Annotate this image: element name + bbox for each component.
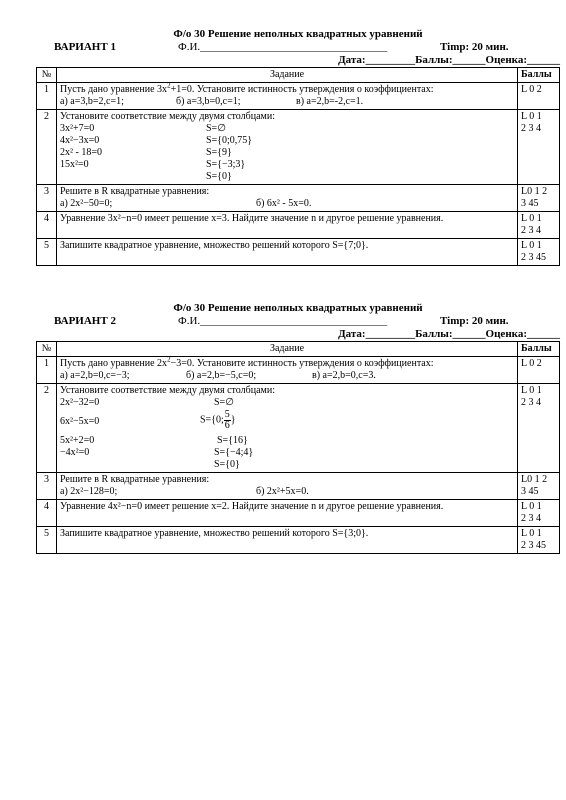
task-number: 4 xyxy=(37,212,57,239)
task-text: Запишите квадратное уравнение, множество решений которого S={3;0}. xyxy=(57,527,518,554)
equation-left: 3x²+7=0 xyxy=(60,123,95,134)
task-points: L 0 1 2 3 45 xyxy=(518,239,560,266)
solution-set-prefix: S={0; xyxy=(200,414,224,426)
task-text-part: +1=0. Установите истинность утверждения о коэффициентах: xyxy=(170,84,434,95)
solution-set-fraction xyxy=(200,410,236,431)
task-number: 3 xyxy=(37,473,57,500)
variant-label: ВАРИАНТ 1 xyxy=(54,41,116,53)
table-row xyxy=(37,212,560,239)
task-points: L 0 1 2 3 4 xyxy=(518,212,560,239)
task-number: 4 xyxy=(37,500,57,527)
task-text: Пусть дано уравнение $2x^2-3=0$. Установите истинность утверждения о коэффициентах: а) a=2,b=0,c=−3; б) a=2,b=−5,c=0; в) a=2,b=0,c=3. xyxy=(57,357,518,384)
variant-2-block xyxy=(36,302,560,554)
task-points: L 0 2 xyxy=(518,357,560,384)
name-field: Ф.И.__________________________________ xyxy=(178,315,388,327)
task-text: Уравнение 3x²−n=0 имеет решение x=3. Найдите значение n и другое решение уравнения. xyxy=(57,212,518,239)
task-text: Запишите квадратное уравнение, множество решений которого S={7;0}. xyxy=(57,239,518,266)
col-points-header: Баллы xyxy=(518,342,560,357)
task-number: 2 xyxy=(37,384,57,473)
option-a: а) a=3,b=2,c=1; xyxy=(60,96,124,107)
task-instruction: Решите в R квадратные уравнения: xyxy=(60,474,210,485)
equation-left: 15x²=0 xyxy=(60,159,89,170)
task-text: Уравнение 4x²−n=0 имеет решение x=2. Найдите значение n и другое решение уравнения. xyxy=(57,500,518,527)
task-text-part: Пусть дано уравнение 3x xyxy=(60,84,168,95)
fraction-numerator: 5 xyxy=(224,409,230,420)
option-b: б) 6x² - 5x=0. xyxy=(256,198,312,209)
date-line xyxy=(36,328,560,341)
table-row xyxy=(37,239,560,266)
table-row xyxy=(37,500,560,527)
table-row xyxy=(37,185,560,212)
variant-label: ВАРИАНТ 2 xyxy=(54,315,116,327)
col-num-header: № xyxy=(37,342,57,357)
task-text: Пусть дано уравнение $3x^2+1=0$. Установите истинность утверждения о коэффициентах: а) a=3,b=2,c=1; б) a=3,b=0,c=1; в) a=2,b=-2,c=1. xyxy=(57,83,518,110)
variant-1-block xyxy=(36,28,560,266)
solution-set: S=∅ xyxy=(214,397,234,408)
task-number: 5 xyxy=(37,239,57,266)
col-task-header: Задание xyxy=(57,68,518,83)
tasks-table xyxy=(36,341,560,554)
option-c: в) a=2,b=-2,c=1. xyxy=(296,96,364,107)
table-row xyxy=(37,384,560,473)
table-row xyxy=(37,83,560,110)
worksheet-title: Ф/о 30 Решение неполных квадратных уравнений xyxy=(173,28,423,40)
solution-set: S={16} xyxy=(217,435,248,446)
option-b: б) a=2,b=−5,c=0; xyxy=(186,370,257,381)
task-number: 2 xyxy=(37,110,57,185)
col-points-header: Баллы xyxy=(518,68,560,83)
option-b: б) 2x²+5x=0. xyxy=(256,486,309,497)
date-line xyxy=(36,54,560,67)
task-points: L 0 1 2 3 4 xyxy=(518,384,560,473)
time-limit: Timp: 20 мин. xyxy=(440,41,509,53)
task-points: L 0 1 2 3 4 xyxy=(518,110,560,185)
task-points: L0 1 2 3 45 xyxy=(518,185,560,212)
tasks-table xyxy=(36,67,560,266)
option-b: б) a=3,b=0,c=1; xyxy=(176,96,241,107)
task-text-part: Пусть дано уравнение 2x xyxy=(60,358,168,369)
date-score-grade: Дата:_________Баллы:______Оценка:______ xyxy=(338,328,560,340)
equation-left: 2x² - 18=0 xyxy=(60,147,102,158)
solution-set: S={0} xyxy=(206,171,232,182)
task-number: 5 xyxy=(37,527,57,554)
fraction xyxy=(224,410,231,431)
task-number: 1 xyxy=(37,83,57,110)
task-instruction: Установите соответствие между двумя столбцами: xyxy=(60,111,275,122)
table-row xyxy=(37,357,560,384)
task-text xyxy=(57,185,518,212)
equation-left: −4x²=0 xyxy=(60,447,90,458)
col-num-header: № xyxy=(37,68,57,83)
option-c: в) a=2,b=0,c=3. xyxy=(312,370,376,381)
equation-left: 2x²−32=0 xyxy=(60,397,100,408)
task-text xyxy=(57,473,518,500)
time-limit: Timp: 20 мин. xyxy=(440,315,509,327)
task-text xyxy=(57,110,518,185)
option-a: а) a=2,b=0,c=−3; xyxy=(60,370,130,381)
name-field: Ф.И.__________________________________ xyxy=(178,41,388,53)
task-points: L 0 1 2 3 4 xyxy=(518,500,560,527)
equation-left: 5x²+2=0 xyxy=(60,435,95,446)
solution-set: S={−4;4} xyxy=(214,447,254,458)
solution-set: S=∅ xyxy=(206,123,226,134)
worksheet-title: Ф/о 30 Решение неполных квадратных уравнений xyxy=(173,302,423,314)
equation-left: 6x²−5x=0 xyxy=(60,416,100,427)
task-instruction: Установите соответствие между двумя столбцами: xyxy=(60,385,275,396)
task-instruction: Решите в R квадратные уравнения: xyxy=(60,186,210,197)
task-points: L 0 2 xyxy=(518,83,560,110)
task-text xyxy=(57,384,518,473)
task-points: L 0 1 2 3 45 xyxy=(518,527,560,554)
option-a: а) 2x²−128=0; xyxy=(60,486,118,497)
solution-set: S={−3;3} xyxy=(206,159,246,170)
table-header-row xyxy=(37,68,560,83)
table-row xyxy=(37,527,560,554)
task-number: 3 xyxy=(37,185,57,212)
header-line xyxy=(36,315,560,328)
solution-set: S={0;0,75} xyxy=(206,135,253,146)
option-a: а) 2x²−50=0; xyxy=(60,198,113,209)
fraction-denominator: 6 xyxy=(224,420,230,431)
task-points: L0 1 2 3 45 xyxy=(518,473,560,500)
solution-set: S={9} xyxy=(206,147,232,158)
solution-set-suffix: } xyxy=(230,414,236,426)
table-row xyxy=(37,473,560,500)
table-row xyxy=(37,110,560,185)
header-line xyxy=(36,41,560,54)
solution-set: S={0} xyxy=(214,459,240,470)
col-task-header: Задание xyxy=(57,342,518,357)
date-score-grade: Дата:_________Баллы:______Оценка:______ xyxy=(338,54,560,66)
equation-left: 4x²−3x=0 xyxy=(60,135,100,146)
task-number: 1 xyxy=(37,357,57,384)
table-header-row xyxy=(37,342,560,357)
task-text-part: −3=0. Установите истинность утверждения о коэффициентах: xyxy=(170,358,434,369)
